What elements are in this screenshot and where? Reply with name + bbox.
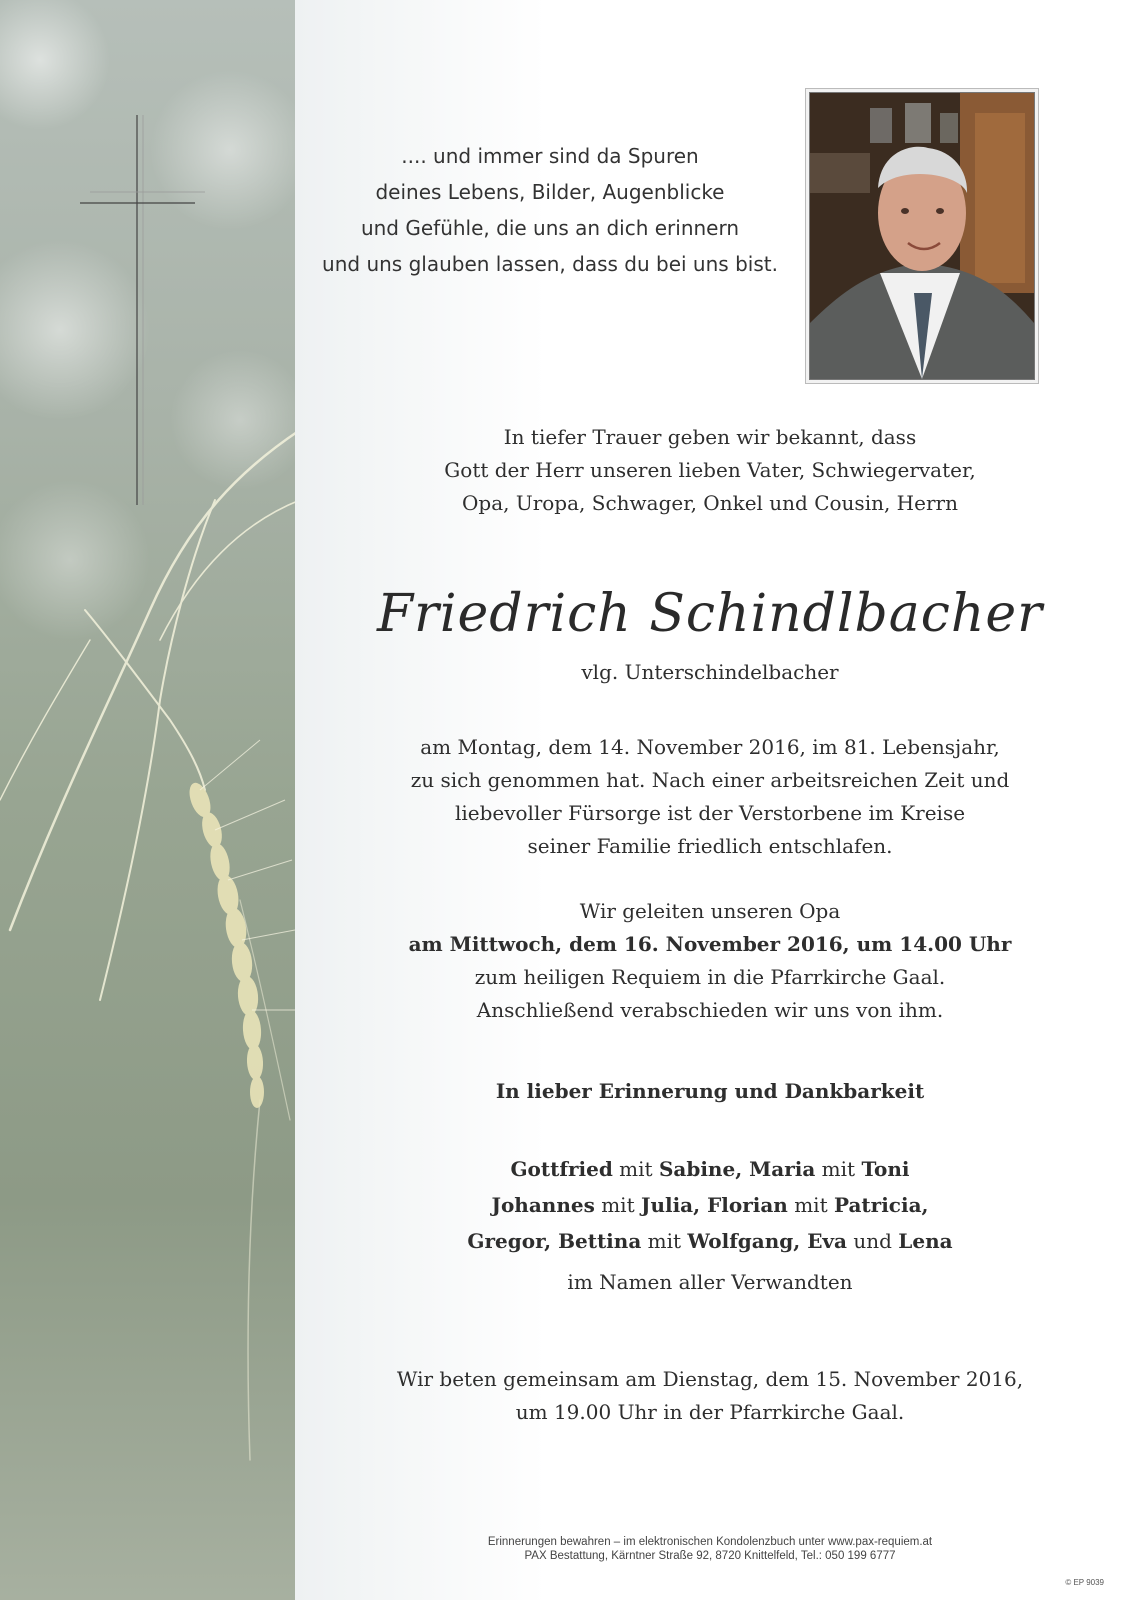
announcement-text [300,421,1120,520]
motto-line: und Gefühle, die uns an dich erinnern [360,216,740,240]
family-connector: mit [641,1229,688,1253]
passing-text [300,731,1120,863]
funeral-date: am Mittwoch, dem 16. November 2016, um 14.00 Uhr [408,932,1012,956]
family-connector: mit [594,1193,641,1217]
footer-address-line: PAX Bestattung, Kärntner Straße 92, 8720 Knittelfeld, Tel.: 050 199 6777 [524,1550,896,1562]
family-name: Julia, Florian [640,1193,788,1217]
relatives-block [300,1266,1120,1299]
remembrance-heading: In lieber Erinnerung und Dankbarkeit [495,1079,925,1103]
passing-line: am Montag, dem 14. November 2016, im 81. Lebensjahr, [420,735,1000,759]
announcement-line: In tiefer Trauer geben wir bekannt, dass [503,425,917,449]
prayer-line: um 19.00 Uhr in der Pfarrkirche Gaal. [515,1400,905,1424]
prayer-text [300,1363,1120,1429]
footer-condolence-line: Erinnerungen bewahren – im elektronischen Kondolenzbuch unter www.pax-requiem.at [487,1536,933,1548]
cross-icon [0,0,220,520]
funeral-farewell: Anschließend verabschieden wir uns von ihm. [476,998,944,1022]
announcement-line: Opa, Uropa, Schwager, Onkel und Cousin, Herrn [462,491,958,515]
passing-line: zu sich genommen hat. Nach einer arbeitsreichen Zeit und [410,768,1010,792]
family-name: Gottfried [510,1157,613,1181]
portrait-photo [809,92,1035,380]
motto-line: deines Lebens, Bilder, Augenblicke [375,180,725,204]
document-code: © EP 9039 [1065,1578,1104,1587]
funeral-text [300,895,1120,1027]
funeral-place: zum heiligen Requiem in die Pfarrkirche Gaal. [474,965,946,989]
family-name: Sabine, Maria [658,1157,816,1181]
wheat-ear [185,780,264,1108]
passing-line: seiner Familie friedlich entschlafen. [527,834,893,858]
relatives-note: im Namen aller Verwandten [567,1270,853,1294]
footer [300,1535,1120,1563]
motto-verse [300,138,800,282]
family-line-3 [300,1223,1120,1259]
family-line-1 [300,1151,1120,1187]
funeral-intro: Wir geleiten unseren Opa [579,899,841,923]
family-connector: mit [815,1157,862,1181]
family-name: Patricia, [833,1193,929,1217]
family-list [300,1151,1120,1259]
motto-line: und uns glauben lassen, dass du bei uns bist. [322,252,778,276]
family-connector: mit [787,1193,834,1217]
deceased-alias-block [300,656,1120,689]
family-connector: und [847,1229,899,1253]
family-line-2 [300,1187,1120,1223]
family-name: Toni [861,1157,910,1181]
prayer-line: Wir beten gemeinsam am Dienstag, dem 15. November 2016, [396,1367,1024,1391]
family-name: Gregor, Bettina [467,1229,642,1253]
motto-line: .... und immer sind da Spuren [401,144,699,168]
family-name: Lena [898,1229,953,1253]
remembrance-block [300,1075,1120,1108]
deceased-name: Friedrich Schindlbacher [376,584,1044,644]
family-name: Wolfgang, Eva [687,1229,848,1253]
passing-line: liebevoller Fürsorge ist der Verstorbene im Kreise [454,801,966,825]
family-name: Johannes [491,1193,595,1217]
deceased-alias: vlg. Unterschindelbacher [581,660,839,684]
family-connector: mit [612,1157,659,1181]
announcement-line: Gott der Herr unseren lieben Vater, Schwiegervater, [444,458,976,482]
